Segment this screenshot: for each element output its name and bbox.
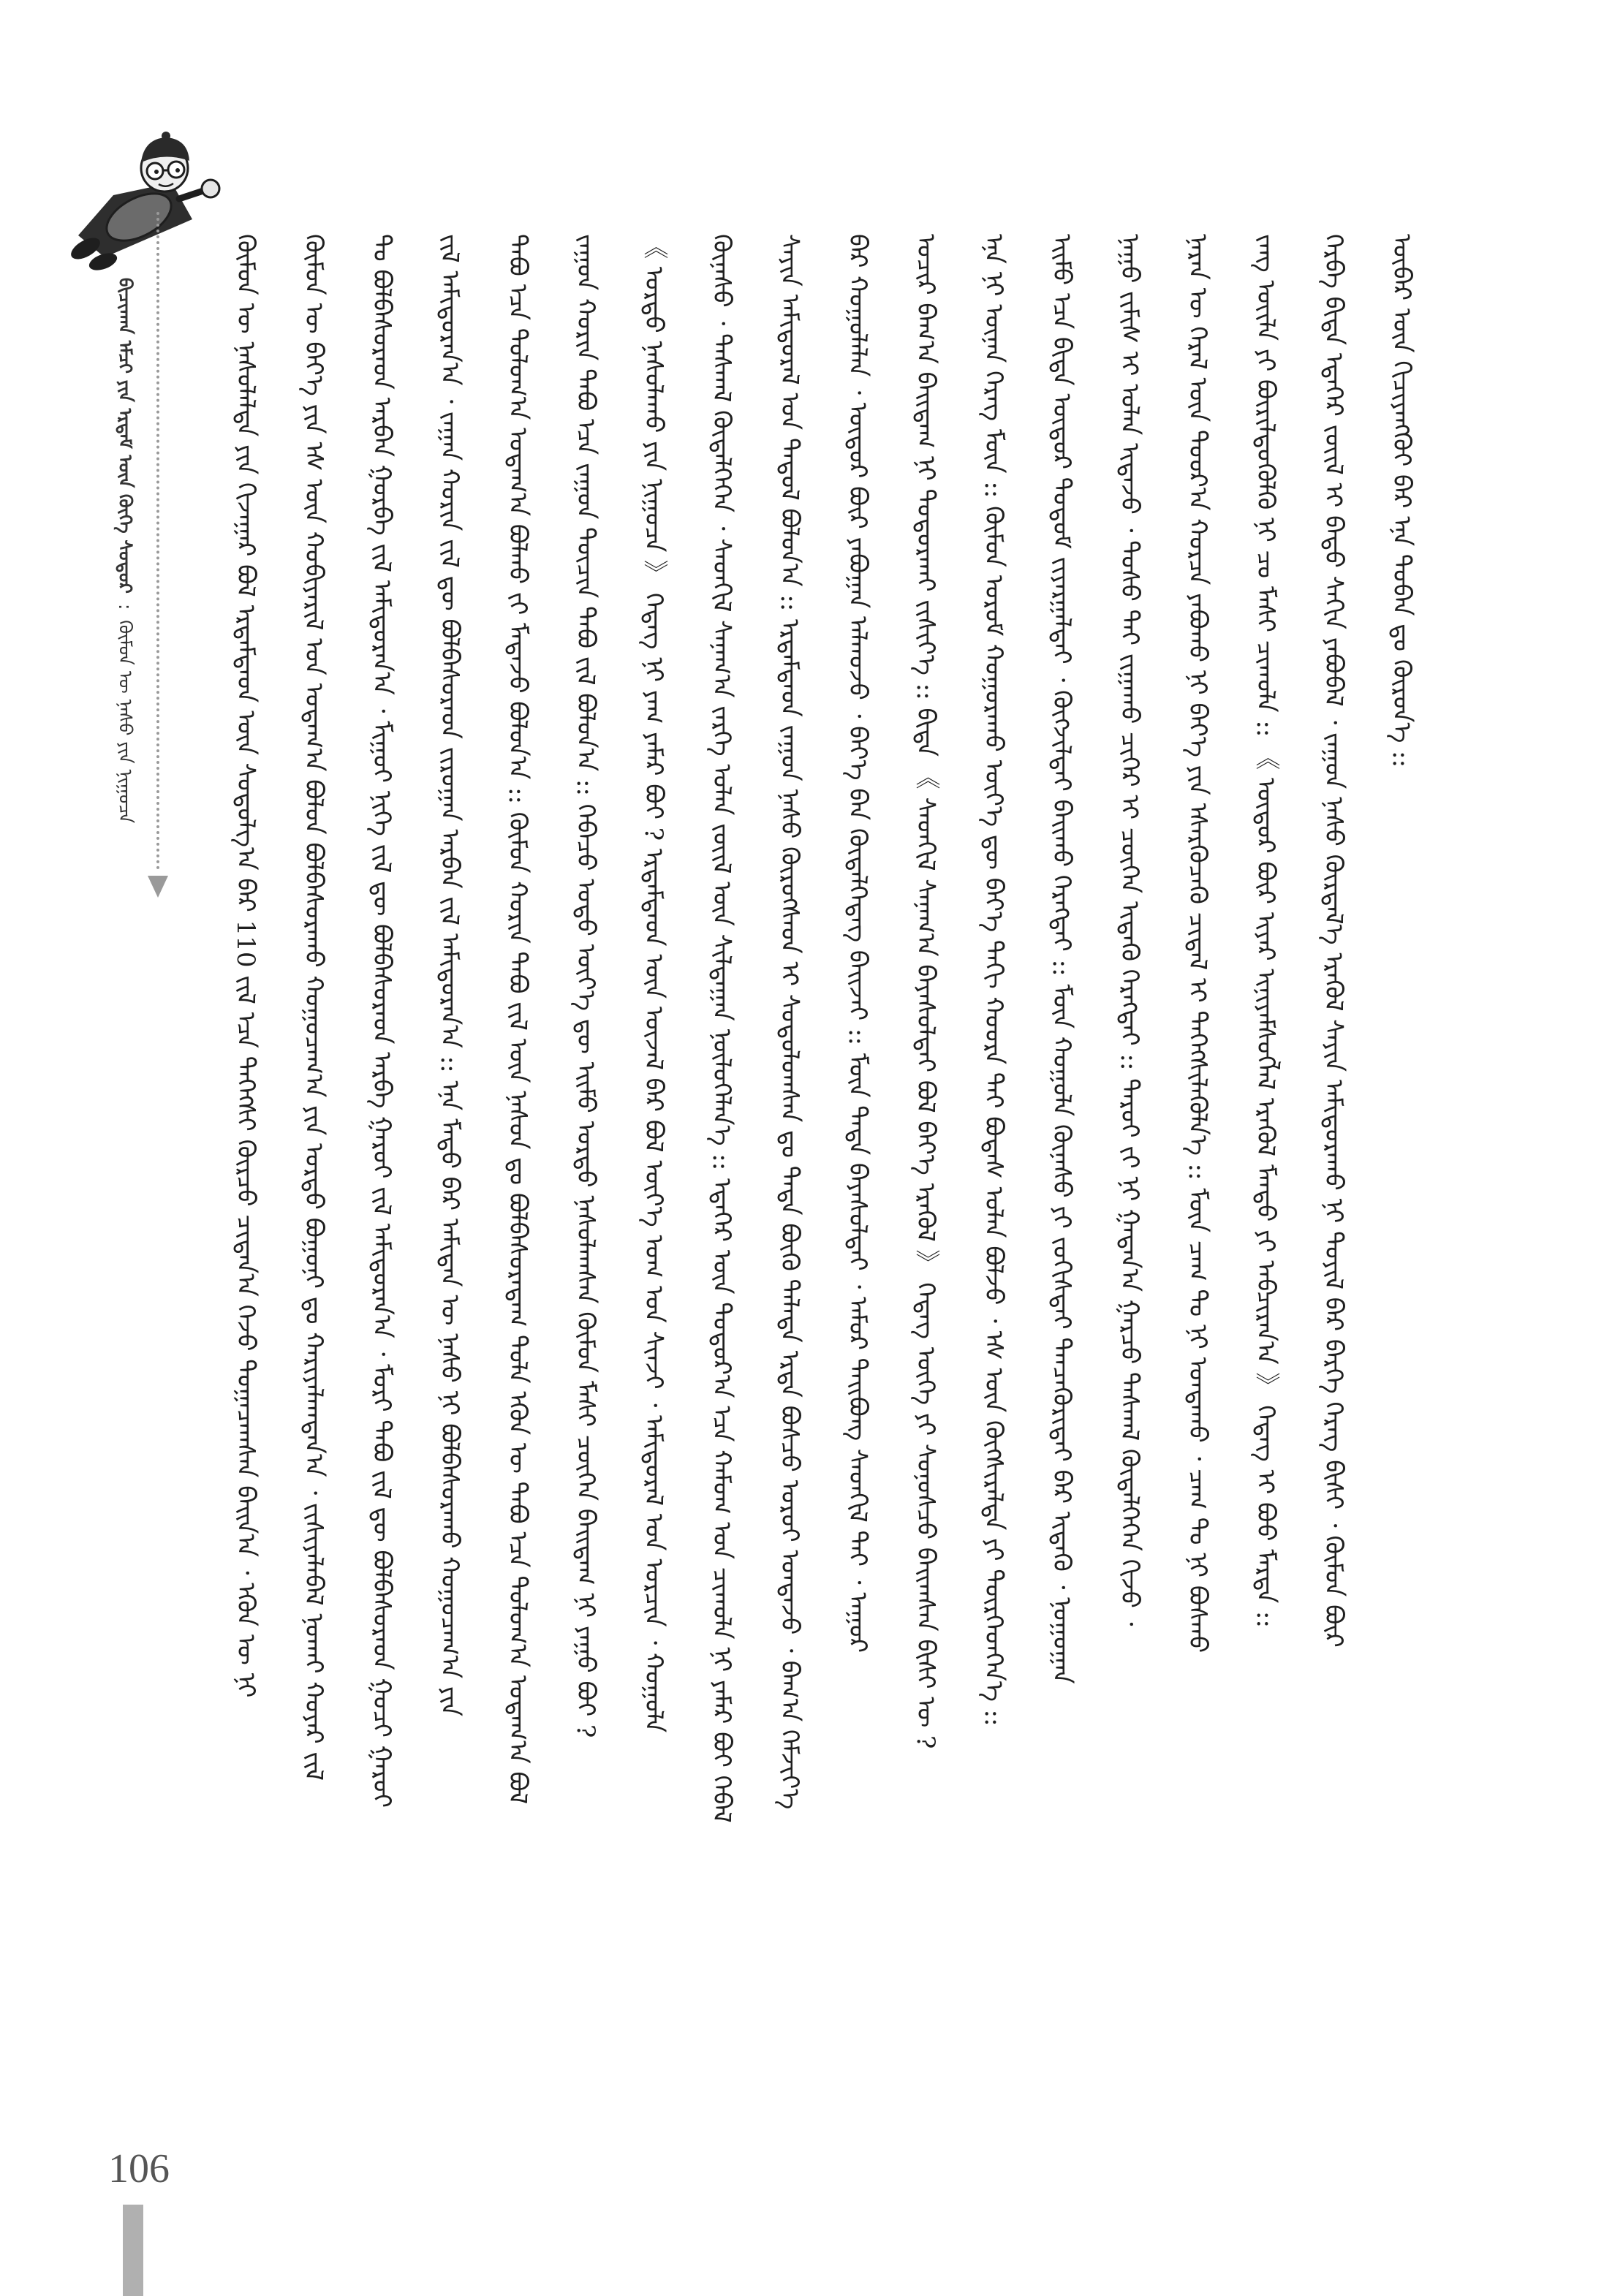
running-head-separator: : [115, 603, 136, 610]
text-column: ᠬᠡᠷᠪᠡ ᠪᠢᠳᠡ ᠡᠳᠡᠭᠡᠷ ᠵᠦᠢᠯ ᠢ ᠪᠠᠲᠤ ᠰᠠᠬᠢᠨ ᠶᠠᠪᠤᠪᠠᠯ ᠂ ᠵᠠᠭᠤᠨ ᠨᠠᠰᠤ ᠬᠦᠷᠲᠡᠯ᠎ᠡ ᠡᠷᠡᠭᠦᠯ ᠰᠠᠶᠢᠨ ᠠᠮᠢᠳᠤᠷᠠᠬᠤ ᠨᠢ ᠲᠤᠶᠢᠯ ᠪᠡᠷ ᠪᠡᠷᠬᠡ ᠬᠡᠷᠡᠭ ᠪᠢᠰᠢ ᠂ ᠬᠦᠮᠦᠨ ᠪᠦᠷ [1319, 234, 1348, 1648]
text-column: ᠬᠦᠨᠡᠰᠦ ᠂ ᠳᠠᠰᠬᠠᠯ ᠬᠥᠳᠡᠯᠭᠡᠭᠡᠨ ᠂ ᠰᠡᠳᠬᠢᠯ ᠰᠠᠨᠠᠭ᠎ᠠ ᠵᠡᠷᠭᠡ ᠣᠯᠠᠨ ᠵᠦᠢᠯ ᠦᠨ ᠰᠢᠯᠲᠠᠭᠠᠨ ᠨᠥᠯᠦᠭᠡᠯᠡᠨ᠎ᠡ :: ᠡᠳᠡᠭᠡᠷ ᠦᠨ ᠳᠣᠲᠣᠷ᠎ᠠ ᠡᠴᠡ ᠬᠠᠮᠤᠭ ᠤᠨ ᠴᠢᠬᠤᠯᠠ ᠨᠢ ᠶᠠᠮᠠᠷ ᠪᠤᠢ ᠭᠡᠪᠡᠯ [707, 234, 736, 1823]
page-number: 106 [108, 2146, 170, 2191]
guide-arrow-icon [148, 876, 168, 898]
text-column: ᠨᠠᠷᠠᠨ ᠦ ᠭᠡᠷᠡᠯ ᠦᠨ ᠳᠣᠣᠷ᠎ᠠ ᠬᠤᠷᠴᠠ ᠶᠠᠪᠤᠬᠤ ᠨᠢ ᠪᠡᠶ᠎ᠡ ᠶᠢᠨ ᠡᠰᠡᠷᠭᠦᠴᠡᠬᠦ ᠴᠢᠳᠠᠯ ᠢ ᠳᠡᠭᠡᠭᠰᠢᠯᠡᠭᠦᠯᠨ᠎ᠡ :: ᠮᠥᠨ ᠴᠠᠭ ᠲᠤ ᠨᠢ ᠤᠨᠲᠠᠬᠤ ᠂ ᠴᠠᠭ ᠲᠤ ᠨᠢ ᠪᠣᠰᠬᠤ [1183, 234, 1212, 1653]
running-head-title: ᠬᠦᠮᠦᠨ ᠦ ᠨᠠᠰᠤ ᠶᠢᠨ ᠨᠢᠭᠤᠴᠠ [115, 620, 136, 824]
text-column: ᠵᠠᠩ ᠦᠢᠯᠡ ᠶᠢ ᠪᠦᠷᠢᠯᠳᠦᠭᠦᠯᠬᠦ ᠨᠢ ᠴᠤ ᠮᠠᠰᠢ ᠴᠢᠬᠤᠯᠠ :: 《 ᠦᠳᠦᠷ ᠪᠦᠷ ᠢᠶᠡᠷ ᠢᠨᠢᠶᠡᠮᠰᠦᠭᠯᠡᠯ ᠡᠷᠡᠭᠦᠯ ᠮᠡᠨᠳᠦ ᠶᠢ ᠠᠪᠴᠢᠷᠠᠨ᠎ᠠ 》 ᠭᠡᠳᠡᠭ ᠢ ᠪᠦᠦ ᠮᠠᠷᠳᠠ :: [1251, 234, 1280, 1628]
running-head [110, 278, 140, 863]
header-guide-line [156, 212, 159, 870]
text-column: ᠵᠠᠭᠤᠨ ᠬᠣᠷᠢᠨ ᠲᠠᠪᠤ ᠡᠴᠡ ᠵᠠᠭᠤᠨ ᠳᠥᠴᠢᠨ ᠲᠠᠪᠤ ᠵᠢᠯ ᠪᠣᠯᠤᠨ᠎ᠠ :: ᠭᠡᠪᠡᠴᠦ ᠣᠳᠣ ᠦᠶ᠎ᠡ ᠳᠦ ᠡᠢᠮᠦ ᠤᠷᠲᠤ ᠨᠠᠰᠤᠯᠠᠭᠰᠠᠨ ᠬᠦᠮᠦᠨ ᠮᠠᠰᠢ ᠴᠥᠭᠡᠨ ᠪᠠᠢᠳᠠᠭ ᠨᠢ ᠶᠠᠭᠤ ᠪᠤᠢ ? [571, 234, 600, 1738]
page-edge-tab [123, 2205, 143, 2296]
text-column: ᠤᠴᠢᠷ ᠪᠠᠭ᠎ᠠ ᠪᠠᠢᠳᠠᠭ ᠨᠢ ᠲᠣᠳᠣᠷᠬᠠᠢ ᠵᠢᠱᠢᠶ᠎ᠡ :: ᠪᠢᠳᠡ 《 ᠰᠡᠳᠬᠢᠯ ᠰᠠᠨᠠᠭ᠎ᠠ ᠪᠠᠶᠠᠰᠤᠯᠲᠠᠢ ᠪᠣᠯ ᠪᠡᠶ᠎ᠡ ᠡᠷᠡᠭᠦᠯ 》 ᠭᠡᠳᠡᠭ ᠦᠭᠡ ᠶᠢ ᠰᠣᠨᠣᠰᠴᠤ ᠪᠠᠢᠭᠰᠠᠨ ᠪᠢᠰᠢ ᠦ ? [911, 234, 940, 1749]
text-column: ᠬᠦᠮᠦᠨ ᠦ ᠨᠠᠰᠤᠯᠠᠯᠲᠠ ᠶᠢᠨ ᠬᠢᠵᠠᠭᠠᠷ ᠪᠣᠯ ᠡᠷᠳᠡᠮᠲᠡᠳ ᠦᠨ ᠰᠤᠳᠤᠯᠭ᠎ᠠ ᠪᠠᠷ 110 ᠵᠢᠯ ᠡᠴᠡ ᠳᠡᠭᠡᠭᠰᠢ ᠬᠦᠷᠴᠦ ᠴᠢᠳᠠᠨ᠎ᠠ ᠭᠡᠵᠦ ᠲᠣᠭᠠᠴᠠᠭᠰᠠᠨ ᠪᠠᠢᠨ᠎ᠠ ᠂ ᠡᠭᠦᠨ ᠦ ᠨᠢ [231, 234, 260, 1698]
text-column: ᠡᠢᠮᠦ ᠡᠴᠡ ᠪᠢᠳᠡ ᠦᠳᠦᠷ ᠲᠤᠲᠤᠮ ᠵᠢᠶᠠᠷᠭᠠᠯᠲᠠᠢ ᠂ ᠬᠥᠭᠵᠢᠯᠲᠡᠢ ᠪᠠᠢᠬᠤ ᠬᠡᠷᠡᠭᠲᠡᠢ :: ᠮᠥᠨ ᠬᠣᠭᠣᠯᠠ ᠬᠦᠨᠡᠰᠦ ᠶᠢ ᠵᠣᠬᠢᠰᠲᠠᠢ ᠲᠡᠨᠴᠡᠭᠦᠷᠢᠲᠡᠢ ᠪᠠᠷ ᠢᠳᠡᠬᠦ ᠂ ᠨᠣᠭᠣᠭᠠᠨ [1047, 234, 1076, 1684]
mascot-illustration [62, 126, 227, 276]
text-column: ᠥᠪᠡᠷ ᠦᠨ ᠬᠢᠴᠢᠶᠡᠩᠭᠦᠢ ᠪᠡᠷ ᠡᠨᠡ ᠲᠣᠪᠠᠨ ᠳᠤ ᠬᠦᠷᠦᠨ᠎ᠡ :: [1387, 234, 1416, 768]
text-column: ᠡᠨᠡ ᠨᠢ ᠦᠨᠡᠨ ᠬᠡᠷᠡᠭ ᠮᠥᠨ :: ᠬᠦᠮᠦᠨ ᠤᠷᠤᠮ ᠬᠤᠭᠤᠷᠠᠬᠤ ᠦᠶ᠎ᠡ ᠳᠦ ᠪᠡᠶ᠎ᠡ ᠳᠡᠬᠢ ᠬᠣᠣᠷᠠ ᠲᠠᠢ ᠪᠣᠳᠠᠰ ᠣᠯᠠᠨ ᠪᠣᠯᠵᠤ ᠂ ᠡᠰ ᠦᠨ ᠬᠦᠭᠰᠢᠷᠡᠯᠲᠡ ᠶᠢ ᠲᠦᠷᠭᠡᠳᠬᠡᠨ᠎ᠡ :: [979, 234, 1008, 1727]
text-column: ᠵᠢᠯ ᠠᠮᠢᠳᠤᠷᠠᠨ᠎ᠠ ᠂ ᠵᠠᠭᠠᠨ ᠬᠣᠷᠢᠨ ᠵᠢᠯ ᠳᠦ ᠪᠣᠯᠪᠠᠰᠤᠷᠠᠳ ᠵᠢᠷᠤᠭᠠᠨ ᠠᠷᠪᠠᠨ ᠵᠢᠯ ᠠᠮᠢᠳᠤᠷᠠᠨ᠎ᠠ :: ᠡᠨᠡ ᠮᠡᠲᠦ ᠪᠡᠷ ᠠᠮᠢᠲᠠᠨ ᠦ ᠨᠠᠰᠤ ᠨᠢ ᠪᠣᠯᠪᠠᠰᠤᠷᠠᠬᠤ ᠬᠤᠭᠤᠴᠠᠭ᠎ᠠ ᠶᠢᠨ [435, 234, 464, 1716]
arm-shape [179, 180, 219, 199]
text-column: 《 ᠤᠷᠲᠤ ᠨᠠᠰᠤᠯᠠᠬᠤ ᠶᠢᠨ ᠨᠢᠭᠤᠴᠠ 》 ᠭᠡᠳᠡᠭ ᠨᠢ ᠶᠠᠭ ᠶᠠᠮᠠᠷ ᠪᠤᠢ ? ᠡᠷᠳᠡᠮᠲᠡᠳ ᠦᠨ ᠦᠵᠡᠯ ᠪᠡᠷ ᠪᠣᠯ ᠦᠶ᠎ᠡ ᠤᠭ ᠤᠨ ᠰᠢᠨᠵᠢ ᠂ ᠠᠮᠢᠳᠤᠷᠠᠯ ᠤᠨ ᠣᠷᠴᠢᠨ ᠂ ᠬᠣᠭᠣᠯᠠ [639, 234, 668, 1733]
running-head-series: ᠪᠢᠴᠢᠬᠠᠨ ᠡᠮᠴᠢ ᠶᠢᠨ ᠡᠷᠳᠡᠮ ᠦᠨ ᠬᠥᠬᠡ ᠰᠤᠳᠤᠷ [115, 278, 136, 594]
text-column: ᠰᠠᠶᠢᠨ ᠠᠮᠢᠳᠤᠷᠠᠯ ᠤᠨ ᠳᠠᠳᠤᠯ ᠪᠣᠯᠤᠨ᠎ᠠ :: ᠡᠷᠳᠡᠮᠲᠡᠳ ᠵᠠᠭᠤᠨ ᠨᠠᠰᠤ ᠬᠦᠷᠦᠭᠰᠡᠳ ᠢ ᠰᠤᠳᠤᠯᠤᠭᠰᠠᠨ ᠳᠤ ᠲᠡᠳᠡ ᠪᠦᠬᠦ ᠳᠡᠯᠡᠳᠡ ᠡᠷᠲᠡ ᠪᠤᠰᠴᠤ ᠣᠷᠣᠢ ᠤᠨᠲᠠᠵᠤ ᠂ ᠪᠠᠭ᠎ᠠ ᠬᠡᠮᠵᠢᠶ᠎ᠡ [775, 234, 804, 1810]
text-column: ᠲᠠᠪᠤ ᠡᠴᠡ ᠳᠣᠯᠤᠭ᠎ᠠ ᠤᠳᠠᠭ᠎ᠠ ᠪᠣᠯᠬᠤ ᠵᠢ ᠮᠡᠳᠡᠵᠦ ᠪᠣᠯᠤᠨ᠎ᠠ :: ᠬᠦᠮᠦᠨ ᠬᠣᠷᠢᠨ ᠲᠠᠪᠤ ᠵᠢᠯ ᠦᠨ ᠨᠠᠰᠤᠨ ᠳᠤ ᠪᠣᠯᠪᠠᠰᠤᠷᠠᠳᠠᠭ ᠲᠤᠯᠠ ᠡᠭᠦᠨ ᠦ ᠲᠠᠪᠤ ᠡᠴᠡ ᠳᠣᠯᠤᠭ᠎ᠠ ᠤᠳᠠᠭ᠎ᠠ ᠪᠣᠯ [503, 234, 532, 1805]
text-column: ᠪᠡᠷ ᠬᠣᠭᠣᠯᠠᠯᠠᠨ ᠂ ᠦᠳᠦᠷ ᠪᠦᠷ ᠶᠠᠪᠤᠭᠠᠨ ᠠᠯᠬᠤᠵᠤ ᠂ ᠪᠡᠶ᠎ᠡ ᠪᠡᠨ ᠬᠥᠳᠡᠯᠭᠡᠳᠡᠭ ᠪᠠᠢᠵᠠᠢ :: ᠮᠥᠨ ᠲᠡᠳᠡ ᠪᠠᠶᠠᠰᠤᠯᠲᠠᠢ ᠂ ᠠᠮᠤᠷ ᠲᠠᠢᠪᠤᠩ ᠰᠡᠳᠬᠢᠯ ᠲᠡᠢ ᠂ ᠠᠭᠤᠷ [843, 234, 872, 1653]
text-column: ᠬᠦᠮᠦᠨ ᠦ ᠪᠡᠶ᠎ᠡ ᠶᠢᠨ ᠡᠰ ᠦᠨ ᠬᠤᠪᠢᠶᠠᠷᠢᠯ ᠤᠨ ᠤᠳᠠᠭ᠎ᠠ ᠪᠣᠯᠤᠨ ᠪᠣᠯᠪᠠᠰᠤᠷᠠᠬᠤ ᠬᠤᠭᠤᠴᠠᠭ᠎ᠠ ᠶᠢᠨ ᠤᠷᠲᠤ ᠪᠣᠭᠤᠨᠢ ᠳᠤ ᠬᠠᠷᠢᠶᠠᠯᠠᠭᠳᠠᠨ᠎ᠠ ᠂ ᠵᠢᠱᠢᠶᠡᠯᠡᠪᠡᠯ ᠨᠣᠬᠠᠢ ᠬᠣᠶᠠᠷ ᠵᠢᠯ [299, 234, 328, 1781]
text-column: ᠲᠤ ᠪᠣᠯᠪᠠᠰᠤᠷᠠᠳ ᠠᠷᠪᠠᠨ ᠭᠤᠷᠪᠠ ᠵᠢᠯ ᠠᠮᠢᠳᠤᠷᠠᠨ᠎ᠠ ᠂ ᠮᠢᠭᠤᠢ ᠨᠢᠭᠡ ᠵᠢᠯ ᠳᠦ ᠪᠣᠯᠪᠠᠰᠤᠷᠠᠳ ᠠᠷᠪᠠ ᠭᠠᠷᠤᠢ ᠵᠢᠯ ᠠᠮᠢᠳᠤᠷᠠᠨ᠎ᠠ ᠂ ᠮᠣᠷᠢ ᠲᠠᠪᠤ ᠵᠢᠯ ᠳᠦ ᠪᠣᠯᠪᠠᠰᠤᠷᠠᠳ ᠭᠤᠴᠢ ᠭᠠᠷᠤᠢ [367, 234, 396, 1808]
text-column: ᠨᠠᠭᠤ ᠵᠢᠮᠢᠰ ᠢ ᠣᠯᠠᠨ ᠢᠳᠡᠵᠦ ᠂ ᠲᠣᠰᠤ ᠲᠠᠢ ᠵᠢᠭᠠᠬᠤ ᠴᠢᠬᠡᠷ ᠢ ᠴᠥᠭᠡᠨ ᠢᠳᠡᠬᠦ ᠬᠡᠷᠡᠭᠲᠡᠢ :: ᠳᠠᠷᠤᠢ ᠵᠢ ᠨᠢ ᠭᠠᠳᠠᠨ᠎ᠠ ᠭᠠᠷᠴᠤ ᠳᠠᠰᠬᠠᠯ ᠬᠥᠳᠡᠯᠭᠡᠭᠡᠨ ᠬᠢᠵᠦ ᠂ [1115, 234, 1144, 1626]
